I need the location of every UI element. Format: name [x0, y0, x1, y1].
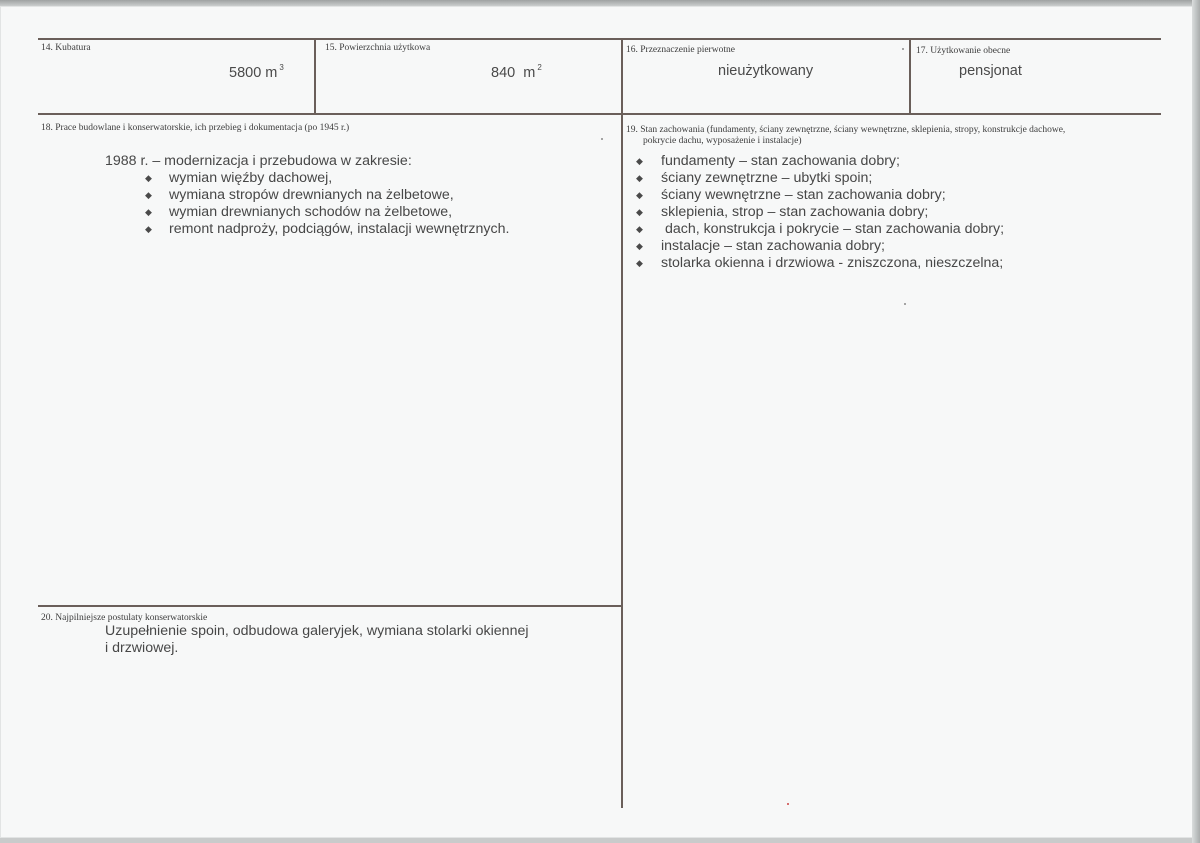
list-item-text: ściany zewnętrzne – ubytki spoin;: [661, 170, 873, 186]
scan-speck: [904, 303, 906, 305]
field20-line1: Uzupełnienie spoin, odbudowa galeryjek, wymiana stolarki okiennej: [105, 623, 529, 639]
field17-label: 17. Użytkowanie obecne: [916, 46, 1011, 56]
list-item-text: dach, konstrukcja i pokrycie – stan zachowania dobry;: [661, 221, 1005, 237]
list-item-text: sklepienia, strop – stan zachowania dobry;: [661, 204, 929, 220]
list-item-text: instalacje – stan zachowania dobry;: [661, 238, 885, 254]
bullet-icon: ◆: [636, 173, 643, 183]
bullet-icon: ◆: [636, 241, 643, 251]
divider-16-17: [909, 38, 911, 115]
top-rule: [38, 38, 1161, 40]
field14-number: 5800 m: [229, 65, 278, 81]
field15-number: 840 m: [491, 65, 536, 81]
list-item-text: fundamenty – stan zachowania dobry;: [661, 153, 900, 169]
scan-speck: [902, 48, 904, 50]
field17-value: pensjonat: [959, 63, 1022, 79]
list-item-text: wymiana stropów drewnianych na żelbetowe,: [169, 187, 454, 203]
bullet-icon: ◆: [636, 207, 643, 217]
bullet-icon: ◆: [636, 190, 643, 200]
field20-label: 20. Najpilniejsze postulaty konserwatorskie: [41, 613, 208, 623]
field15-unit-exponent: 2: [537, 63, 542, 72]
bullet-icon: ◆: [145, 173, 152, 183]
field19-label-line2: pokrycie dachu, wyposażenie i instalacje): [643, 136, 802, 146]
field18-label: 18. Prace budowlane i konserwatorskie, ich przebieg i dokumentacja (po 1945 r.): [41, 123, 350, 133]
field15-value: [491, 63, 542, 81]
field14-label: 14. Kubatura: [41, 43, 91, 53]
bullet-icon: ◆: [636, 258, 643, 268]
field20-top-rule: [38, 605, 623, 607]
scan-speck: [601, 138, 603, 140]
bullet-icon: ◆: [145, 190, 152, 200]
row1-bottom-rule: [38, 113, 1161, 115]
field16-value: nieużytkowany: [718, 63, 814, 79]
field14-value: [229, 63, 284, 81]
divider-14-15: [314, 38, 316, 115]
field14-unit-exponent: 3: [279, 63, 284, 72]
list-item-text: wymian drewnianych schodów na żelbetowe,: [169, 204, 453, 220]
bullet-icon: ◆: [145, 224, 152, 234]
bullet-icon: ◆: [145, 207, 152, 217]
list-item-text: remont nadproży, podciągów, instalacji wewnętrznych.: [169, 221, 510, 237]
scan-right-edge: [1192, 0, 1200, 843]
list-item-text: ściany wewnętrzne – stan zachowania dobry;: [661, 187, 946, 203]
bullet-icon: ◆: [636, 224, 643, 234]
scan-speck-red: [787, 803, 789, 805]
bullet-icon: ◆: [636, 156, 643, 166]
divider-15-16: [621, 38, 623, 808]
list-item-text: wymian więźby dachowej,: [169, 170, 333, 186]
list-item-text: stolarka okienna i drzwiowa - zniszczona, nieszczelna;: [661, 255, 1004, 271]
field19-label-line1: 19. Stan zachowania (fundamenty, ściany zewnętrzne, ściany wewnętrzne, sklepienia, stropy, konstrukcje dachowe,: [626, 125, 1066, 135]
field20-line2: i drzwiowej.: [105, 640, 179, 656]
field16-label: 16. Przeznaczenie pierwotne: [626, 45, 735, 55]
field18-intro: 1988 r. – modernizacja i przebudowa w zakresie:: [105, 153, 412, 169]
field15-label: 15. Powierzchnia użytkowa: [325, 43, 431, 53]
